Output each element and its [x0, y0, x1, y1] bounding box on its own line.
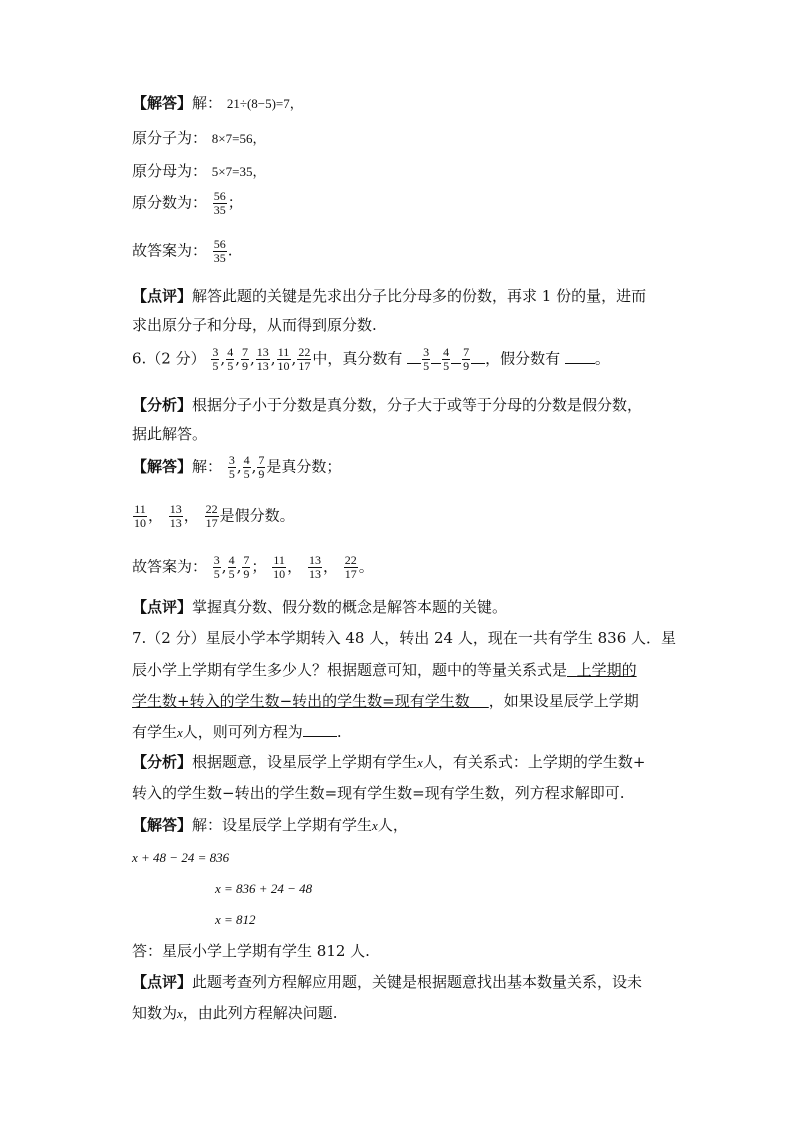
- fraction: $\frac{4}{5}$: [227, 345, 234, 373]
- q7-analysis-2: 转入的学生数−转出的学生数=现有学生数=现有学生数，列方程求解即可.: [132, 784, 625, 802]
- q5-comment-1: 【点评】解答此题的关键是先求出分子比分母多的份数，再求 1 份的量，进而: [132, 287, 647, 305]
- fraction: $\frac{11}{10}$: [273, 553, 286, 581]
- fraction-label: 原分数为：: [132, 193, 208, 212]
- fraction: $\frac{4}{5}$: [228, 553, 235, 581]
- q6-solution-line: 【解答】解： $\frac{3}{5}$ , $\frac{4}{5}$ , $\frac{7}{9}$ 是真分数；: [132, 453, 342, 481]
- comment-tag: 【点评】: [132, 287, 193, 305]
- solution-prefix: 解：: [192, 94, 223, 112]
- q6-improper-line: $\frac{11}{10}$ ， $\frac{13}{13}$ ， $\frac{22}{17}$ 是假分数。: [134, 502, 295, 530]
- fraction: $\frac{7}{9}$: [258, 453, 265, 481]
- denominator-calc: 5×7=35，: [211, 164, 266, 179]
- q5-denominator-line: [132, 161, 265, 182]
- underlined-answer: 学生数+转入的学生数−转出的学生数=现有学生数: [132, 692, 470, 710]
- fraction: $\frac{11}{10}$: [277, 345, 290, 373]
- q7-line-3: 学生数+转入的学生数−转出的学生数=现有学生数 ，如果设星辰学上学期: [132, 692, 639, 710]
- fraction: $\frac{3}{5}$: [213, 553, 220, 581]
- equation-1: x + 48 − 24 = 836: [132, 850, 230, 865]
- q7-comment-2: 知数为x，由此列方程解决问题.: [132, 1004, 338, 1022]
- q6-analysis-2: 据此解答。: [132, 425, 208, 443]
- numerator-label: 原分子为：: [132, 129, 208, 147]
- answer-blank: [565, 349, 595, 364]
- fraction: $\frac{11}{10}$: [134, 502, 146, 530]
- fraction: $\frac{13}{13}$: [256, 345, 269, 373]
- q7-line-2: 辰小学上学期有学生多少人？根据题意可知，题中的等量关系式是 上学期的: [132, 661, 637, 679]
- q5-fraction-line: 原分数为： $\frac{56}{35}$ ；: [132, 189, 243, 217]
- fraction: $\frac{7}{9}$: [243, 553, 250, 581]
- q6-comment: 【点评】掌握真分数、假分数的概念是解答本题的关键。: [132, 598, 508, 616]
- numerator-calc: 8×7=56，: [211, 131, 266, 146]
- q7-comment-1: 【点评】此题考查列方程解应用题，关键是根据题意找出基本数量关系，设未: [132, 973, 643, 991]
- answer-tag: 【解答】: [132, 457, 193, 476]
- q5-comment-2: 求出原分子和分母，从而得到原分数.: [132, 316, 377, 334]
- q6-final-line: 故答案为： $\frac{3}{5}$ , $\frac{4}{5}$ , $\frac{7}{9}$ ； $\frac{11}{10}$ ， $\frac{13}{13}$ ， $\frac{22}{17}$ 。: [132, 553, 374, 581]
- q7-line-4: 有学生x人，则可列方程为 .: [132, 723, 342, 741]
- equation-2: x = 836 + 24 − 48: [215, 881, 313, 896]
- fraction: $\frac{22}{17}$: [298, 345, 311, 373]
- fraction: $\frac{13}{13}$: [308, 553, 321, 581]
- fraction: $\frac{3}{5}$: [212, 345, 219, 373]
- analysis-tag: 【分析】: [132, 396, 193, 414]
- equation-3: x = 812: [215, 912, 256, 927]
- final-label: 故答案为：: [132, 557, 208, 576]
- q7-line-1: 7.（2 分）星辰小学本学期转入 48 人，转出 24 人，现在一共有学生 836 人．星: [132, 629, 677, 647]
- fraction: $\frac{3}{5}$: [228, 453, 235, 481]
- fraction: $\frac{7}{9}$: [241, 345, 248, 373]
- answer-fraction: $\frac{7}{9}$: [463, 345, 470, 373]
- answer-fraction: $\frac{4}{5}$: [443, 345, 450, 373]
- answer-tag: 【解答】: [132, 816, 193, 834]
- q5-solution-line: [132, 93, 303, 114]
- final-label: 故答案为：: [132, 241, 208, 260]
- q7-reply: 答：星辰小学上学期有学生 812 人.: [132, 942, 370, 960]
- fraction: $\frac{4}{5}$: [243, 453, 250, 481]
- q7-solution-line: 【解答】解：设星辰学上学期有学生x人，: [132, 816, 408, 834]
- answer-fraction: $\frac{3}{5}$: [423, 345, 430, 373]
- q6-analysis-1: 【分析】根据分子小于分数是真分数，分子大于或等于分母的分数是假分数，: [132, 396, 643, 414]
- denominator-label: 原分母为：: [132, 162, 208, 180]
- fraction: $\frac{13}{13}$: [169, 502, 182, 530]
- comment-tag: 【点评】: [132, 598, 193, 616]
- answer-tag: 【解答】: [132, 94, 193, 112]
- fraction: $\frac{22}{17}$: [344, 553, 357, 581]
- underlined-answer: 上学期的: [576, 661, 637, 679]
- q5-numerator-line: [132, 128, 265, 149]
- analysis-tag: 【分析】: [132, 753, 193, 771]
- q6-question: 6.（2 分） $\frac{3}{5}$ , $\frac{4}{5}$ , $\frac{7}{9}$ , $\frac{13}{13}$ , $\frac{11}{10}$ , $\frac{22}{17}$ 中，真分数有 $\frac{3}{5}$ $\frac{4}{5}$ $\frac{7}{9}$ ，假分数有 。: [132, 345, 610, 373]
- q7-analysis-1: 【分析】根据题意，设星辰学上学期有学生x人，有关系式：上学期的学生数+: [132, 753, 646, 771]
- fraction: $\frac{22}{17}$: [205, 502, 218, 530]
- calc-expression: 21÷(8−5)=7，: [226, 96, 303, 111]
- fraction-56-35: $\frac{56}{35}$: [213, 189, 226, 217]
- question-number: 6.（2 分）: [132, 349, 206, 368]
- answer-blank: [303, 722, 337, 737]
- final-fraction: $\frac{56}{35}$: [213, 237, 226, 265]
- comment-tag: 【点评】: [132, 973, 193, 991]
- q5-final-line: 故答案为： $\frac{56}{35}$ .: [132, 237, 233, 265]
